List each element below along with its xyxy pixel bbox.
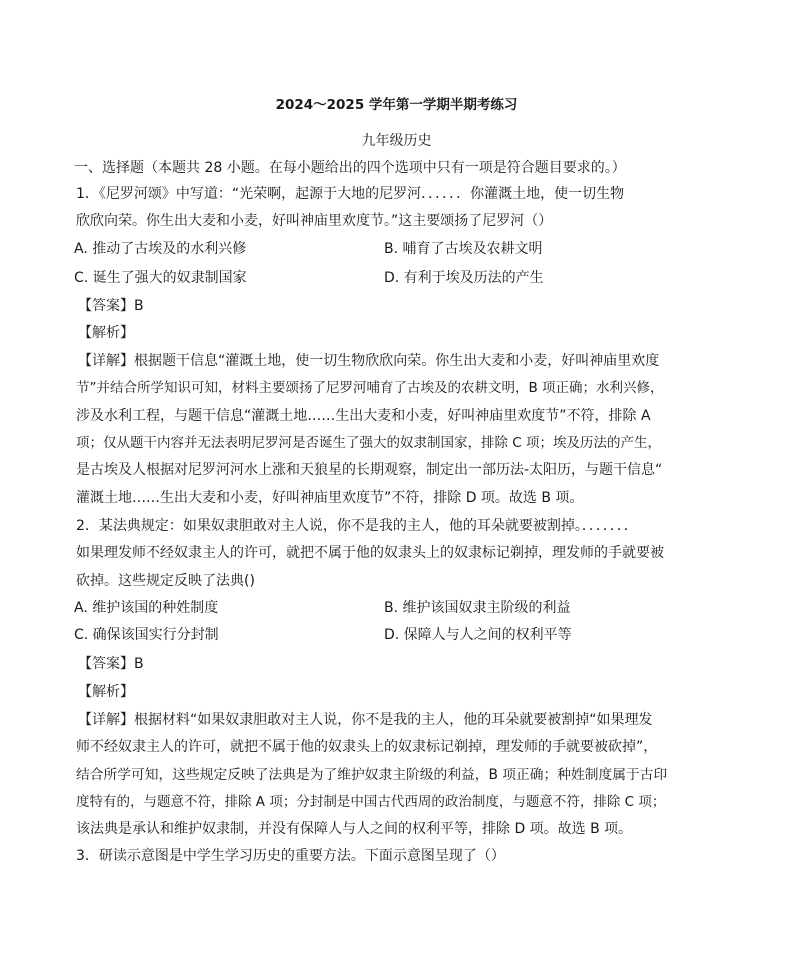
question-3-stem-line: 3．研读示意图是中学生学习历史的重要方法。下面示意图呈现了（） [76,848,505,864]
question-2-detail-line: 师不经奴隶主人的许可，就把不属于他的奴隶头上的奴隶标记剃掉，理发师的手就要被砍掉”， [76,739,658,755]
exam-subtitle: 九年级历史 [361,133,432,149]
question-2-detail-line: 该法典是承认和维护奴隶制，并没有保障人与人之间的权利平等，排除 D 项。故选 B 项。 [76,821,633,837]
question-2-stem-line: 2．某法典规定：如果奴隶胆敢对主人说，你不是我的主人，他的耳朵就要被割掉。．．．．．．． [76,518,638,534]
question-2-option-d: D. 保障人与人之间的权利平等 [384,627,572,643]
question-2-option-a: A. 维护该国的种姓制度 [74,600,219,616]
exam-title: 2024～2025 学年第一学期半期考练习 [275,97,518,113]
question-2-answer: 【答案】B [78,656,144,672]
question-1-option-a: A. 推动了古埃及的水利兴修 [74,241,247,257]
question-2-option-b: B. 维护该国奴隶主阶级的利益 [384,600,571,616]
question-1-detail-line: 节”并结合所学知识可知，材料主要颂扬了尼罗河哺育了古埃及的农耕文明，B 项正确；水利兴修， [76,380,664,396]
question-1-detail-line: 灌溉土地……生出大麦和小麦，好叫神庙里欢度节”不符，排除 D 项。故选 B 项。 [76,490,584,506]
question-1-option-c: C. 诞生了强大的奴隶制国家 [74,270,247,286]
question-2-option-c: C. 确保该国实行分封制 [74,627,219,643]
question-2-detail-line: 度特有的，与题意不符，排除 A 项；分封制是中国古代西周的政治制度，与题意不符，排除 C 项； [76,794,666,810]
question-1-option-b: B. 哺育了古埃及农耕文明 [384,241,543,257]
question-1-stem-line: 1．《尼罗河颂》中写道：“光荣啊，起源于大地的尼罗河．．．．．．你灌溉土地，使一切生物 [76,186,625,202]
question-1-detail-line: 【详解】根据题干信息“灌溉土地，使一切生物欣欣向荣。你生出大麦和小麦，好叫神庙里欢度 [78,353,660,369]
question-1-detail-line: 项；仅从题干内容并无法表明尼罗河是否诞生了强大的奴隶制国家，排除 C 项；埃及历法的产生， [76,435,662,451]
question-1-detail-line: 涉及水利工程，与题干信息“灌溉土地……生出大麦和小麦，好叫神庙里欢度节”不符，排除 A [76,408,651,424]
question-1-detail-line: 是古埃及人根据对尼罗河河水上涨和天狼星的长期观察，制定出一部历法-太阳历，与题干信息“ [76,462,663,478]
question-1-answer: 【答案】B [78,298,144,314]
question-1-analysis-label: 【解析】 [78,325,134,341]
section-heading: 一、选择题（本题共 28 小题。在每小题给出的四个选项中只有一项是符合题目要求的。） [74,160,626,176]
question-2-detail-line: 【详解】根据材料“如果奴隶胆敢对主人说，你不是我的主人，他的耳朵就要被割掉“如果理发 [78,712,653,728]
question-2-detail-line: 结合所学可知，这些规定反映了法典是为了维护奴隶主阶级的利益，B 项正确；种姓制度属于古印 [76,767,668,783]
question-2-stem-line: 砍掉。这些规定反映了法典() [76,573,255,589]
question-1-stem-line: 欣欣向荣。你生出大麦和小麦，好叫神庙里欢度节。”这主要颂扬了尼罗河（） [76,213,553,229]
question-1-option-d: D. 有利于埃及历法的产生 [384,270,544,286]
question-2-analysis-label: 【解析】 [78,684,134,700]
question-2-stem-line: 如果理发师不经奴隶主人的许可，就把不属于他的奴隶头上的奴隶标记剃掉，理发师的手就要被 [76,545,664,561]
